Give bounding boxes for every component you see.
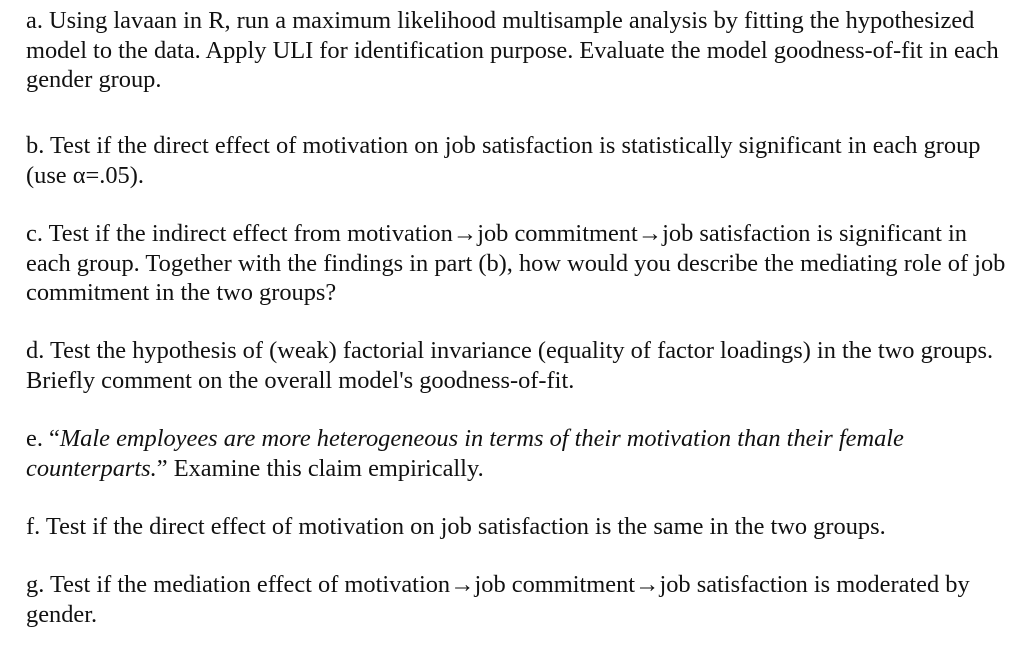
question-e: [26, 424, 1006, 483]
question-a: a. Using lavaan in R, run a maximum likelihood multisample analysis by fitting the hypothesized model to the data. Apply ULI for identification purpose. Evaluate the model goodness-of-fit in each gender group.: [26, 7, 999, 93]
question-f: f. Test if the direct effect of motivation on job satisfaction is the same in the two groups.: [26, 513, 886, 540]
question-g: g. Test if the mediation effect of motivation→job commitment→job satisfaction is moderated by gender.: [26, 571, 970, 628]
question-d: d. Test the hypothesis of (weak) factorial invariance (equality of factor loadings) in the two groups. Briefly comment on the overall model's goodness-of-fit.: [26, 337, 994, 394]
question-e-quote: Male employees are more heterogeneous in terms of their motivation than their female counterparts.: [26, 425, 904, 482]
question-b: b. Test if the direct effect of motivation on job satisfaction is statistically significant in each group (use α=.05).: [26, 132, 981, 189]
question-c: c. Test if the indirect effect from motivation→job commitment→job satisfaction is significant in each group. Together with the findings in part (b), how would you describe the mediating role of job commitment in the two groups?: [26, 220, 1006, 306]
question-e-prefix: e. “: [26, 425, 60, 452]
question-e-suffix: ” Examine this claim empirically.: [156, 454, 484, 482]
